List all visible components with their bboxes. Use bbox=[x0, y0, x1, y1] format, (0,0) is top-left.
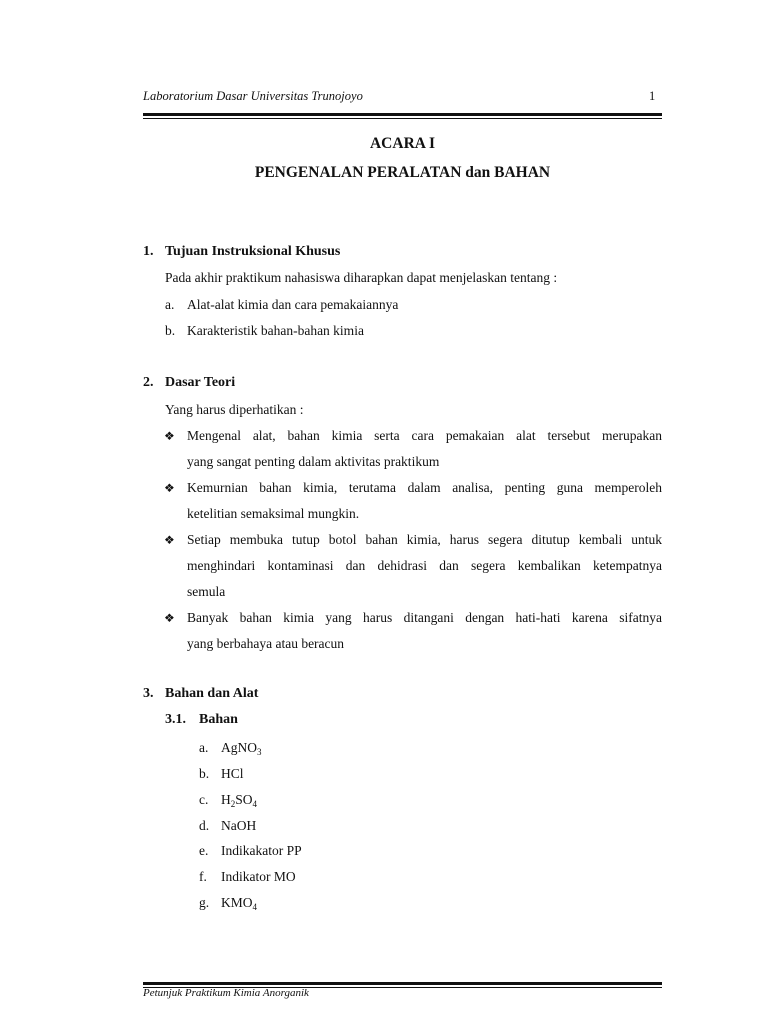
chapter-subtitle: PENGENALAN PERALATAN dan BAHAN bbox=[254, 164, 551, 181]
bullet-line: yang berbahaya atau beracun bbox=[187, 636, 345, 651]
section-3-title: Bahan dan Alat bbox=[165, 686, 259, 701]
chapter-title: ACARA I bbox=[369, 135, 436, 152]
section-1-intro: Pada akhir praktikum nahasiswa diharapkan dapat menjelaskan tentang : bbox=[165, 270, 558, 285]
list-item: c. $H_2SO_4$ bbox=[199, 792, 258, 809]
header-rule-thin bbox=[143, 118, 662, 119]
diamond-bullet-icon: ❖ bbox=[164, 481, 175, 495]
bullet-line: menghindari kontaminasi dan dehidrasi dan segera kembalikan ketempatnya bbox=[187, 558, 662, 573]
bullet-line: yang sangat penting dalam aktivitas praktikum bbox=[187, 454, 440, 469]
section-2-intro: Yang harus diperhatikan : bbox=[165, 402, 304, 417]
subsection-heading bbox=[165, 712, 238, 728]
bullet-line: Kemurnian bahan kimia, terutama dalam analisa, penting guna memperoleh bbox=[187, 480, 662, 495]
list-item: d. NaOH bbox=[199, 818, 257, 833]
running-header: Laboratorium Dasar Universitas Trunojoyo bbox=[143, 89, 363, 103]
list-item: b. HCl bbox=[199, 766, 244, 781]
bullet-line: ketelitian semaksimal mungkin. bbox=[187, 506, 360, 521]
bullet-line: Mengenal alat, bahan kimia serta cara pemakaian alat tersebut merupakan bbox=[187, 428, 662, 443]
section-3-number: 3. bbox=[143, 686, 154, 701]
bullet-line: Banyak bahan kimia yang harus ditangani dengan hati-hati karena sifatnya bbox=[187, 610, 662, 625]
section-3-heading bbox=[143, 686, 258, 702]
bullet-line: semula bbox=[187, 584, 226, 599]
section-1-number: 1. bbox=[143, 244, 154, 259]
header-rule-thick bbox=[143, 113, 662, 116]
diamond-bullet-icon: ❖ bbox=[164, 533, 175, 547]
section-1-heading bbox=[143, 244, 340, 260]
bullet-line: Setiap membuka tutup botol bahan kimia, harus segera ditutup kembali untuk bbox=[187, 532, 662, 547]
list-item: a. AgNO$_3$ bbox=[199, 740, 262, 757]
subsection-number: 3.1. bbox=[165, 712, 186, 727]
section-2-heading bbox=[143, 375, 235, 391]
list-item: f. Indikator MO bbox=[199, 869, 296, 884]
diamond-bullet-icon: ❖ bbox=[164, 429, 175, 443]
page-number: 1 bbox=[649, 89, 656, 103]
list-item: g. $KMO_4$ bbox=[199, 895, 258, 912]
section-1-title: Tujuan Instruksional Khusus bbox=[165, 244, 341, 259]
footer-rule-thick bbox=[143, 982, 662, 985]
list-item: e. Indikakator PP bbox=[199, 843, 302, 858]
running-footer: Petunjuk Praktikum Kimia Anorganik bbox=[143, 987, 309, 999]
section-2-title: Dasar Teori bbox=[165, 375, 236, 390]
section-2-number: 2. bbox=[143, 375, 154, 390]
subsection-title: Bahan bbox=[199, 712, 238, 727]
diamond-bullet-icon: ❖ bbox=[164, 611, 175, 625]
list-item: a. Alat-alat kimia dan cara pemakaiannya bbox=[165, 297, 399, 312]
list-item: b. Karakteristik bahan-bahan kimia bbox=[165, 323, 364, 338]
